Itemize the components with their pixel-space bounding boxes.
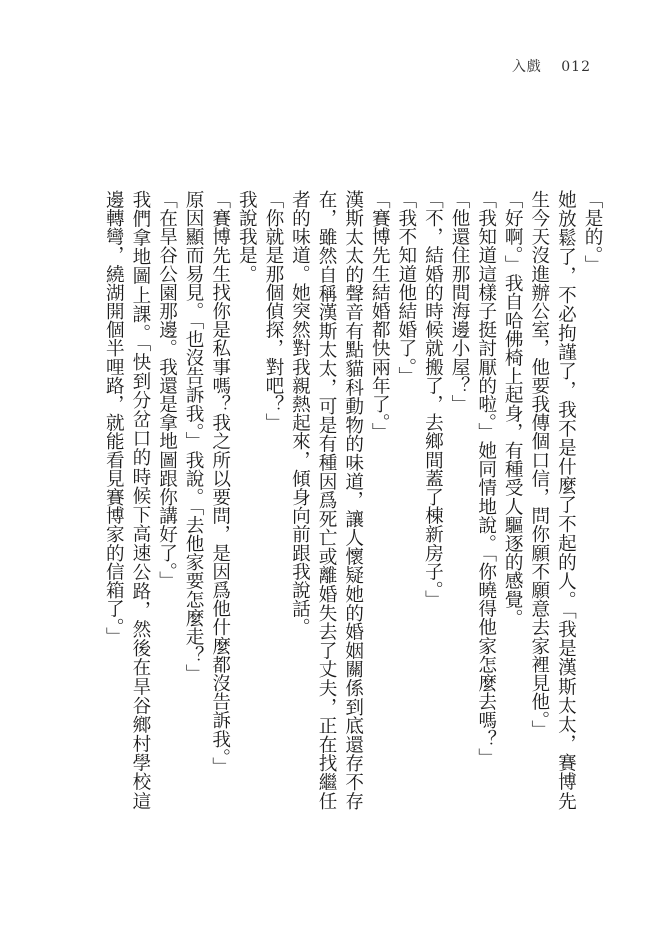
paragraph: 「好啊。」我自哈佛椅上起身，有種受人驅逐的感覺。 <box>502 190 524 628</box>
paragraph: 她放鬆了，不必拘謹了，我不是什麼了不起的人。「我是漢斯太太，賽博先生今天沒進辦公室，他要我傳個口信，問你願不願意去家裡見他。」 <box>528 190 577 810</box>
paragraph: 漢斯太太的聲音有點貓科動物的味道，讓人懷疑她的婚姻關係到底還存不存在，雖然自稱漢斯太太，可是有種因爲死亡或離婚失去了丈夫，正在找繼任者的味道。她突然對我親熱起來，傾身向前跟我說話。 <box>289 190 364 810</box>
page-number: 012 <box>561 59 591 75</box>
paragraph: 「我知道這樣子挺討厭的啦。」她同情地說。「你曉得他家怎麼去嗎？」 <box>475 190 497 767</box>
running-header <box>512 56 591 76</box>
paragraph: 「你就是那個偵探，對吧？」 <box>262 190 284 432</box>
body-text <box>85 190 605 810</box>
paragraph: 我說我是。 <box>236 190 258 283</box>
paragraph: 「他還住那間海邊小屋？」 <box>449 190 471 414</box>
paragraph: 「不，結婚的時候就搬了，去鄉間蓋了棟新房子。」 <box>422 190 444 609</box>
paragraph: 原因顯而易見。「也沒告訴我。」我說。「去他家要怎麼走？」 <box>183 190 205 683</box>
paragraph: 「在旱谷公園那邊。我還是拿地圖跟你講好了。」 <box>156 190 178 590</box>
paragraph: 「賽博先生結婚都快兩年了。」 <box>369 190 391 442</box>
chapter-title: 入戲 <box>511 59 542 75</box>
paragraph: 「是的。」 <box>582 190 603 274</box>
paragraph: 「我不知道他結婚了。」 <box>395 190 417 386</box>
paragraph: 我們拿地圖上課。「快到分岔口的時候下高速公路，然後在旱谷鄉村學校這邊轉彎，繞湖開個半哩路，就能看見賽博家的信箱了。」 <box>103 190 151 810</box>
paragraph: 「賽博先生找你是私事嗎？我之所以要問，是因爲他什麼都沒告訴我。」 <box>209 190 231 776</box>
